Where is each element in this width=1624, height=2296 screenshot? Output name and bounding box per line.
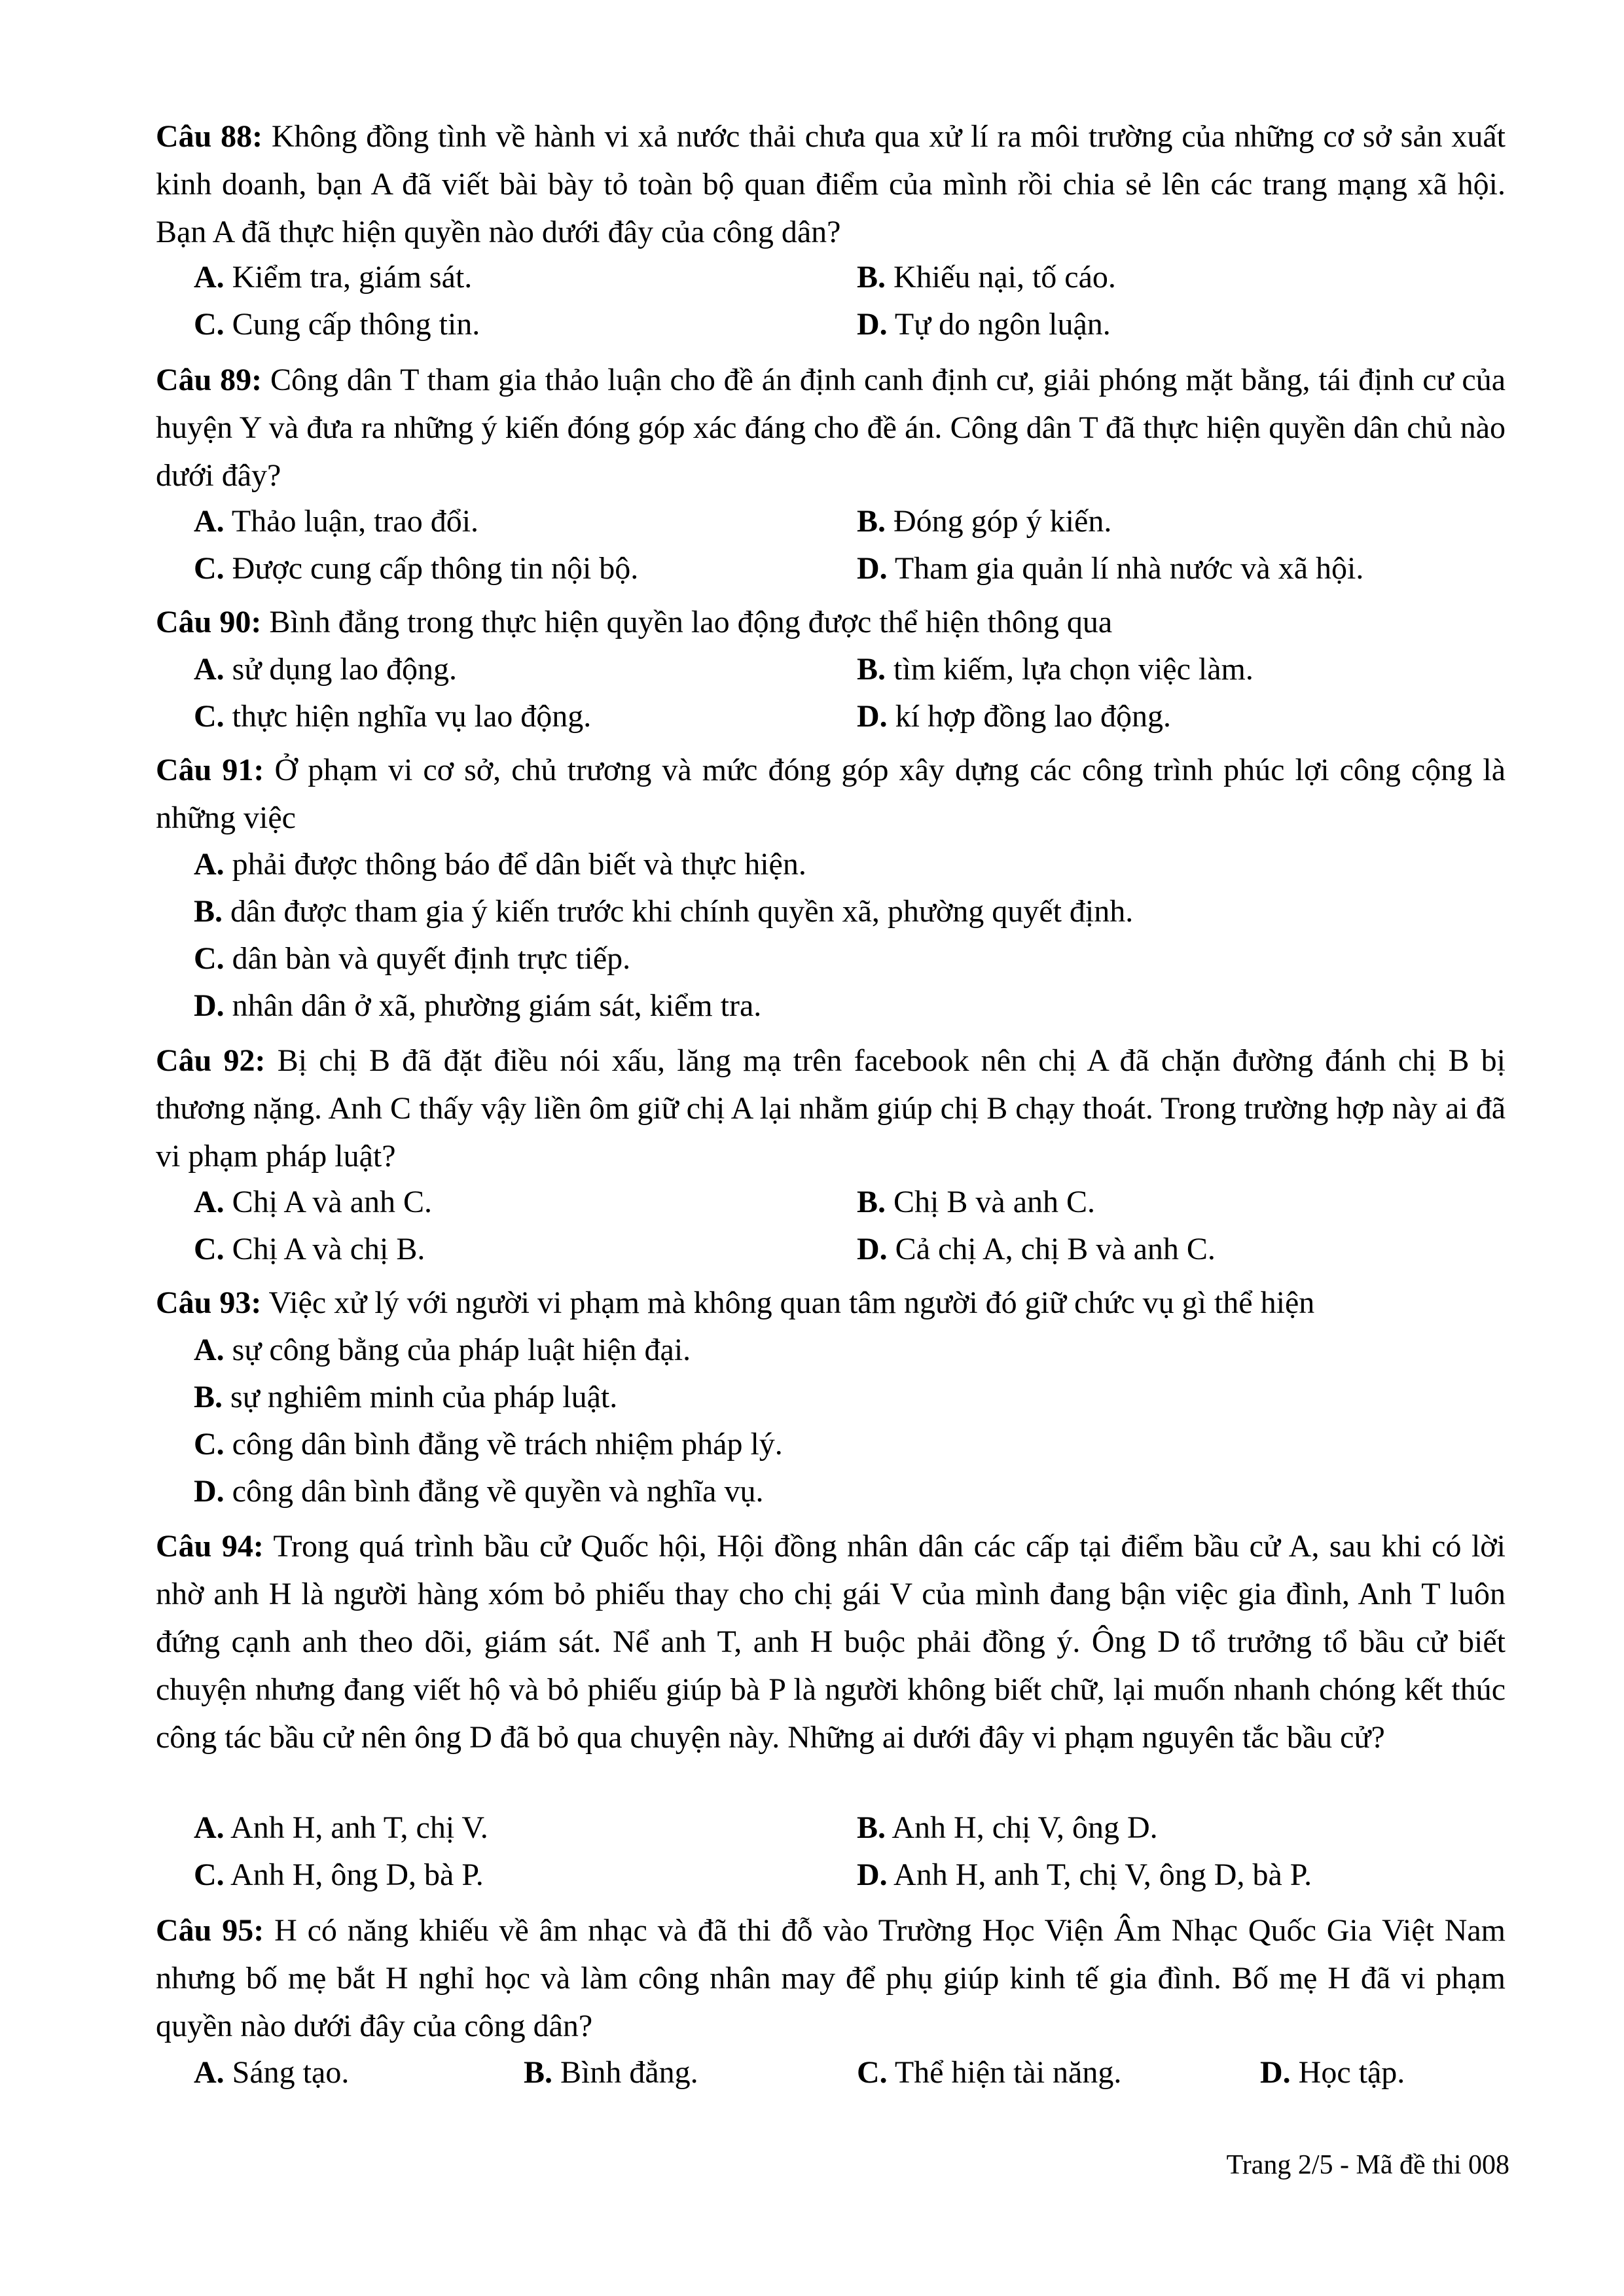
option-89-c: C. Được cung cấp thông tin nội bộ.: [194, 551, 639, 586]
question-text: Ở phạm vi cơ sở, chủ trương và mức đóng góp xây dựng các công trình phúc lợi công cộng là những việc: [156, 753, 1506, 835]
option-90-b: B. tìm kiếm, lựa chọn việc làm.: [857, 652, 1254, 687]
question-text: H có năng khiếu về âm nhạc và đã thi đỗ vào Trường Học Viện Âm Nhạc Quốc Gia Việt Nam nhưng bố mẹ bắt H nghỉ học và làm công nhân may để phụ giúp kinh tế gia đình. Bố mẹ H đã vi phạm quyền nào dưới đây của công dân?: [156, 1913, 1506, 2043]
question-text: Bị chị B đã đặt điều nói xấu, lăng mạ trên facebook nên chị A đã chặn đường đánh chị B bị thương nặng. Anh C thấy vậy liền ôm giữ chị A lại nhằm giúp chị B chạy thoát. Trong trường hợp này ai đã vi phạm pháp luật?: [156, 1043, 1506, 1174]
option-90-d: D. kí hợp đồng lao động.: [857, 699, 1172, 734]
option-92-c: C. Chị A và chị B.: [194, 1232, 425, 1266]
question-text: Bình đẳng trong thực hiện quyền lao động được thể hiện thông qua: [269, 605, 1113, 639]
question-number: Câu 88:: [156, 119, 263, 154]
option-94-a: A. Anh H, anh T, chị V.: [194, 1810, 488, 1845]
option-93-b: B. sự nghiêm minh của pháp luật.: [194, 1380, 618, 1414]
option-95-c: C. Thể hiện tài năng.: [857, 2055, 1122, 2090]
question-text: Công dân T tham gia thảo luận cho đề án định canh định cư, giải phóng mặt bằng, tái định cư của huyện Y và đưa ra những ý kiến đóng góp xác đáng cho đề án. Công dân T đã thực hiện quyền dân chủ nào dưới đây?: [156, 363, 1506, 493]
option-89-b: B. Đóng góp ý kiến.: [857, 504, 1112, 539]
question-92: [156, 1037, 1506, 1180]
option-88-a: A. Kiểm tra, giám sát.: [194, 260, 473, 295]
option-90-c: C. thực hiện nghĩa vụ lao động.: [194, 699, 592, 734]
question-number: Câu 95:: [156, 1913, 264, 1948]
question-90: [156, 598, 1506, 646]
question-88: [156, 113, 1506, 256]
option-89-d: D. Tham gia quản lí nhà nước và xã hội.: [857, 551, 1364, 586]
option-94-b: B. Anh H, chị V, ông D.: [857, 1810, 1158, 1845]
option-92-d: D. Cả chị A, chị B và anh C.: [857, 1232, 1216, 1266]
option-95-b: B. Bình đẳng.: [524, 2055, 698, 2090]
question-89: [156, 356, 1506, 499]
option-90-a: A. sử dụng lao động.: [194, 652, 458, 687]
question-95: [156, 1907, 1506, 2050]
option-88-c: C. Cung cấp thông tin.: [194, 307, 480, 342]
question-94: [156, 1522, 1506, 1761]
question-number: Câu 92:: [156, 1043, 266, 1078]
option-91-c: C. dân bàn và quyết định trực tiếp.: [194, 941, 631, 976]
option-93-a: A. sự công bằng của pháp luật hiện đại.: [194, 1333, 691, 1367]
page-footer: Trang 2/5 - Mã đề thi 008: [1226, 2150, 1509, 2180]
question-number: Câu 91:: [156, 753, 264, 787]
option-88-b: B. Khiếu nại, tố cáo.: [857, 260, 1116, 295]
question-text: Việc xử lý với người vi phạm mà không quan tâm người đó giữ chức vụ gì thể hiện: [268, 1285, 1315, 1320]
option-92-b: B. Chị B và anh C.: [857, 1185, 1096, 1219]
option-94-c: C. Anh H, ông D, bà P.: [194, 1857, 484, 1892]
question-number: Câu 94:: [156, 1529, 264, 1564]
question-93: [156, 1279, 1506, 1327]
option-91-a: A. phải được thông báo để dân biết và thực hiện.: [194, 847, 806, 882]
option-88-d: D. Tự do ngôn luận.: [857, 307, 1111, 342]
question-text: Không đồng tình về hành vi xả nước thải chưa qua xử lí ra môi trường của những cơ sở sản xuất kinh doanh, bạn A đã viết bài bày tỏ toàn bộ quan điểm của mình rồi chia sẻ lên các trang mạng xã hội. Bạn A đã thực hiện quyền nào dưới đây của công dân?: [156, 119, 1506, 249]
option-94-d: D. Anh H, anh T, chị V, ông D, bà P.: [857, 1857, 1312, 1892]
option-93-c: C. công dân bình đẳng về trách nhiệm pháp lý.: [194, 1427, 783, 1462]
question-number: Câu 93:: [156, 1285, 262, 1320]
option-95-a: A. Sáng tạo.: [194, 2055, 350, 2090]
option-91-b: B. dân được tham gia ý kiến trước khi chính quyền xã, phường quyết định.: [194, 894, 1134, 929]
question-91: [156, 746, 1506, 842]
option-89-a: A. Thảo luận, trao đổi.: [194, 504, 479, 539]
question-number: Câu 89:: [156, 363, 262, 397]
option-91-d: D. nhân dân ở xã, phường giám sát, kiểm tra.: [194, 988, 762, 1023]
question-number: Câu 90:: [156, 605, 262, 639]
option-92-a: A. Chị A và anh C.: [194, 1185, 433, 1219]
option-93-d: D. công dân bình đẳng về quyền và nghĩa vụ.: [194, 1474, 764, 1509]
question-text: Trong quá trình bầu cử Quốc hội, Hội đồng nhân dân các cấp tại điểm bầu cử A, sau khi có lời nhờ anh H là người hàng xóm bỏ phiếu thay cho chị gái V của mình đang bận việc gia đình, Anh T luôn đứng cạnh anh theo dõi, giám sát. Nể anh T, anh H buộc phải đồng ý. Ông D tổ trưởng tổ bầu cử biết chuyện nhưng đang viết hộ và bỏ phiếu giúp bà P là người không biết chữ, lại muốn nhanh chóng kết thúc công tác bầu cử nên ông D đã bỏ qua chuyện này. Những ai dưới đây vi phạm nguyên tắc bầu cử?: [156, 1529, 1506, 1755]
option-95-d: D. Học tập.: [1260, 2055, 1405, 2090]
